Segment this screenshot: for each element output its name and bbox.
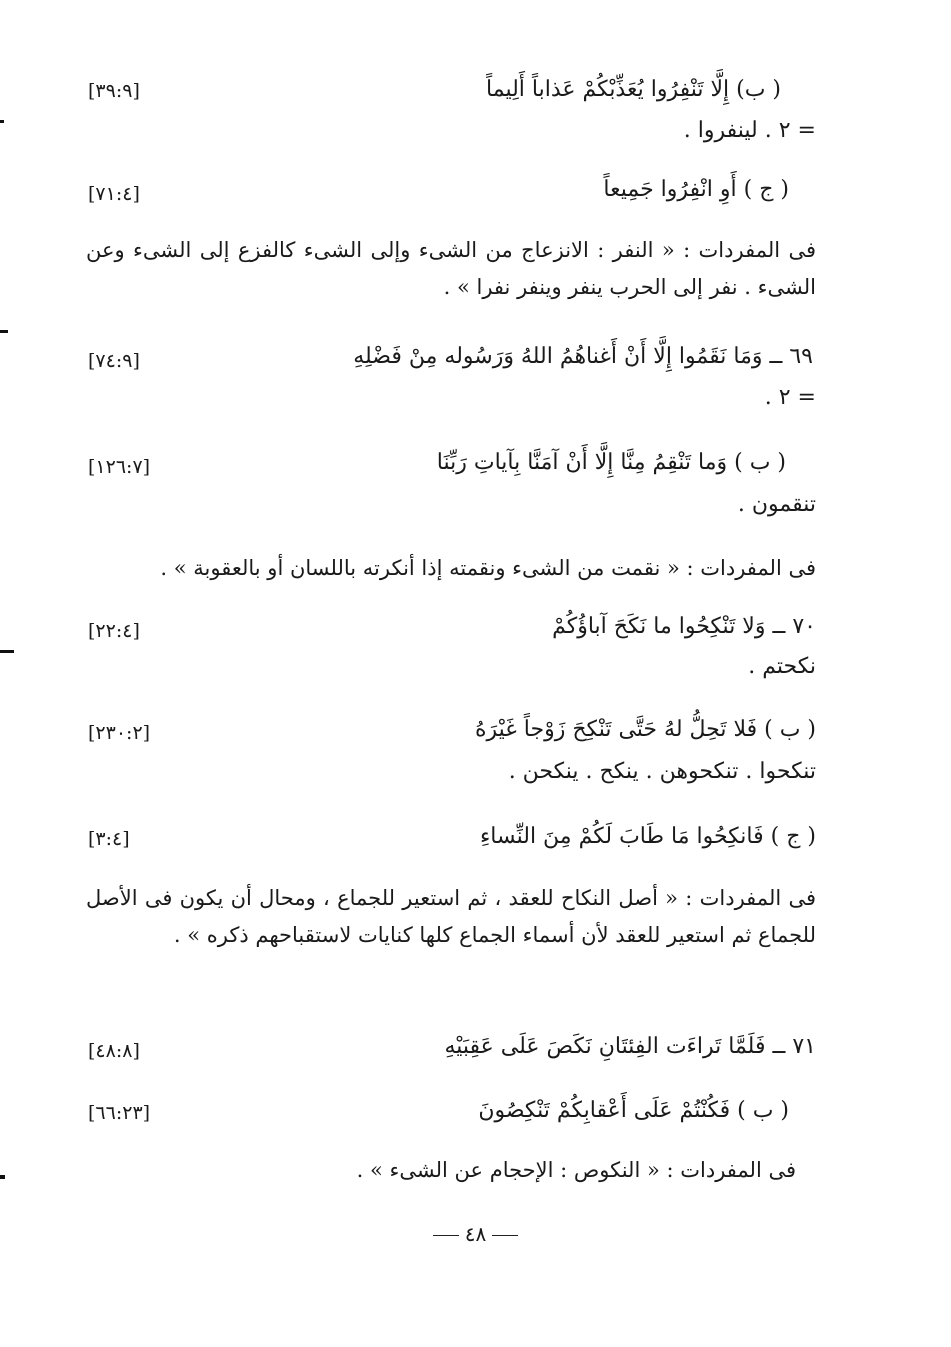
entry-heading-verse: ٧١ ــ فَلَمَّا تَراءَت الفِئتَانِ نَكَصَ عَلَى عَقِبَيْهِ xyxy=(444,1034,816,1059)
quran-verse: ( ب ) فَلا تَحِلُّ لهُ حَتَّى تَنْكِحَ زَوْجاً غَيْرَهُ xyxy=(475,717,816,742)
verse-reference: [١٢٦:٧] xyxy=(88,456,151,478)
verse-reference: [٧٤:٩] xyxy=(88,350,140,372)
page-footer xyxy=(0,1222,951,1246)
quran-verse: ( ب) إِلَّا تَنْفِرُوا يُعَذِّبْكُمْ عَذاباً أَلِيماً xyxy=(486,77,781,102)
verse-reference: [٤٨:٨] xyxy=(88,1040,140,1062)
derived-forms: تنقمون . xyxy=(737,492,816,517)
scan-mark xyxy=(0,330,8,333)
scan-mark xyxy=(0,1175,5,1179)
entry-heading-verse: ٧٠ ــ وَلا تَنْكِحُوا ما نَكَحَ آباؤُكُمْ xyxy=(552,614,816,639)
verse-reference: [٦٦:٢٣] xyxy=(88,1102,151,1124)
quran-verse: ( ج ) فَانكِحُوا مَا طَابَ لَكُمْ مِنَ النِّساءِ xyxy=(479,824,816,849)
mufradat-quote: فى المفردات : « أصل النكاح للعقد ، ثم استعير للجماع ، ومحال أن يكون فى الأصل للجماع ثم استعير للعقد لأن أسماء الجماع كلها كنايات لاستقباحهم ذكره » . xyxy=(86,886,816,947)
scan-mark xyxy=(0,120,4,123)
page-number: ٤٨ xyxy=(464,1222,487,1246)
mufradat-quote: فى المفردات : « النفر : الانزعاج من الشىء وإلى الشىء كالفزع إلى الشىء وعن الشىء . نفر إلى الحرب ينفر وينفر نفرا » . xyxy=(86,238,816,299)
verse-reference: [٢٢:٤] xyxy=(88,620,140,642)
derived-forms: تنكحوا . تنكحوهن . ينكح . ينكحن . xyxy=(508,759,816,784)
verse-reference: [٧١:٤] xyxy=(88,183,140,205)
verse-reference: [٢٣٠:٢] xyxy=(88,722,151,744)
quran-verse: ( ج ) أَوِ انْفِرُوا جَمِيعاً xyxy=(603,177,789,202)
verse-reference: [٣٩:٩] xyxy=(88,80,140,102)
scan-mark xyxy=(0,650,14,653)
footer-dash xyxy=(492,1235,518,1236)
footer-dash xyxy=(433,1235,459,1236)
verse-reference: [٣:٤] xyxy=(88,828,130,850)
quran-verse: ( ب ) فَكُنْتُمْ عَلَى أَعْقابِكُمْ تَنْكِصُونَ xyxy=(478,1098,789,1123)
derived-forms: = ٢ . xyxy=(764,385,816,410)
mufradat-quote: فى المفردات : « النكوص : الإحجام عن الشىء » . xyxy=(356,1158,796,1182)
mufradat-quote: فى المفردات : « نقمت من الشىء ونقمته إذا أنكرته باللسان أو بالعقوبة » . xyxy=(160,556,816,580)
derived-forms: نكحتم . xyxy=(748,654,816,679)
entry-heading-verse: ٦٩ ــ وَمَا نَقَمُوا إِلَّا أَنْ أَغناهُمُ اللهُ وَرَسُوله مِنْ فَضْلِهِ xyxy=(353,344,813,369)
quran-verse: ( ب ) وَما تَنْقِمُ مِنَّا إِلَّا أَنْ آمَنَّا بِآياتِ رَبِّنَا xyxy=(436,450,786,475)
derived-forms: = ٢ . لينفروا . xyxy=(683,118,816,143)
